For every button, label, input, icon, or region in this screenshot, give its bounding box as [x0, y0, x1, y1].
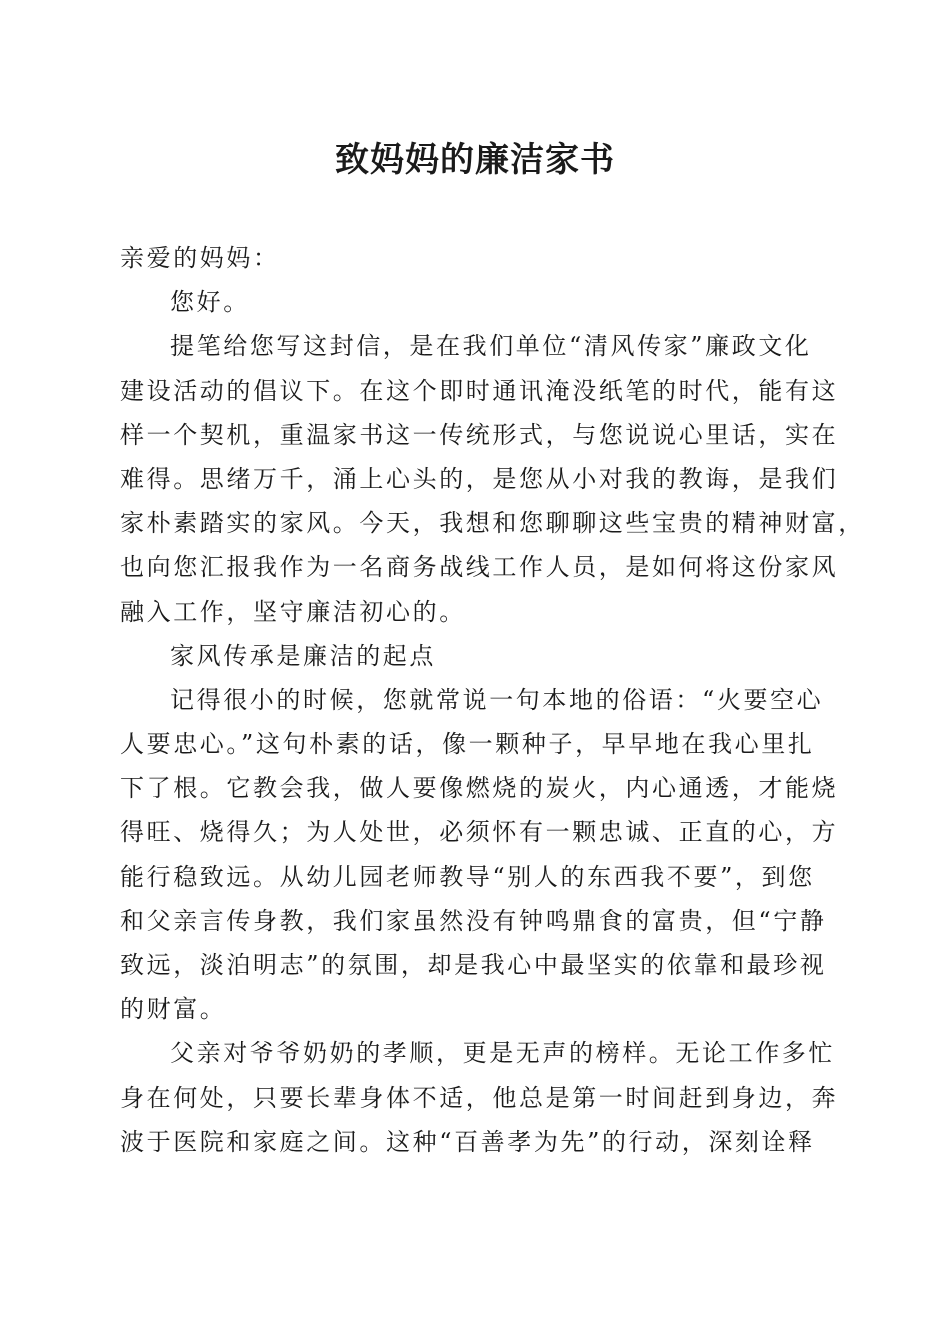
salutation-line: 亲爱的妈妈： — [120, 244, 280, 272]
paragraph-line: 身在何处，只要长辈身体不适，他总是第一时间赶到身边，奔 — [120, 1083, 839, 1112]
paragraph-line: 致远，淡泊明志”的氛围，却是我心中最坚实的依靠和最珍视 — [120, 951, 827, 979]
paragraph-line: 建设活动的倡议下。在这个即时通讯淹没纸笔的时代，能有这 — [120, 376, 839, 405]
paragraph-line: 的财富。 — [120, 995, 227, 1024]
paragraph-line: 融入工作，坚守廉洁初心的。 — [120, 597, 466, 626]
paragraph-line: 提笔给您写这封信，是在我们单位“清风传家”廉政文化 — [170, 332, 812, 361]
paragraph-line: 下了根。它教会我，做人要像燃烧的炭火，内心通透，才能烧 — [120, 774, 839, 803]
paragraph-line: 父亲对爷爷奶奶的孝顺，更是无声的榜样。无论工作多忙 — [170, 1039, 835, 1068]
letter-body — [120, 236, 865, 1164]
greeting-line: 您好。 — [170, 288, 250, 317]
paragraph-line: 得旺、烧得久；为人处世，必须怀有一颗忠诚、正直的心，方 — [120, 818, 839, 847]
paragraph-line: 人要忠心。”这句朴素的话，像一颗种子，早早地在我心里扎 — [120, 730, 815, 759]
paragraph-line: 家朴素踏实的家风。今天，我想和您聊聊这些宝贵的精神财富， — [120, 509, 865, 538]
paragraph-line: 和父亲言传身教，我们家虽然没有钟鸣鼎食的富贵，但“宁静 — [120, 906, 827, 935]
paragraph-line: 难得。思绪万千，涌上心头的，是您从小对我的教诲，是我们 — [120, 464, 839, 493]
paragraph-line: 记得很小的时候，您就常说一句本地的俗语：“火要空心 — [170, 685, 824, 714]
paragraph-line: 能行稳致远。从幼儿园老师教导“别人的东西我不要”，到您 — [120, 862, 815, 891]
section-heading: 家风传承是廉洁的起点 — [170, 641, 436, 670]
paragraph-line: 波于医院和家庭之间。这种“百善孝为先”的行动，深刻诠释 — [120, 1127, 815, 1156]
paragraph-line: 样一个契机，重温家书这一传统形式，与您说说心里话，实在 — [120, 420, 839, 449]
paragraph-line: 也向您汇报我作为一名商务战线工作人员，是如何将这份家风 — [120, 553, 839, 582]
document-title: 致妈妈的廉洁家书 — [335, 140, 615, 180]
